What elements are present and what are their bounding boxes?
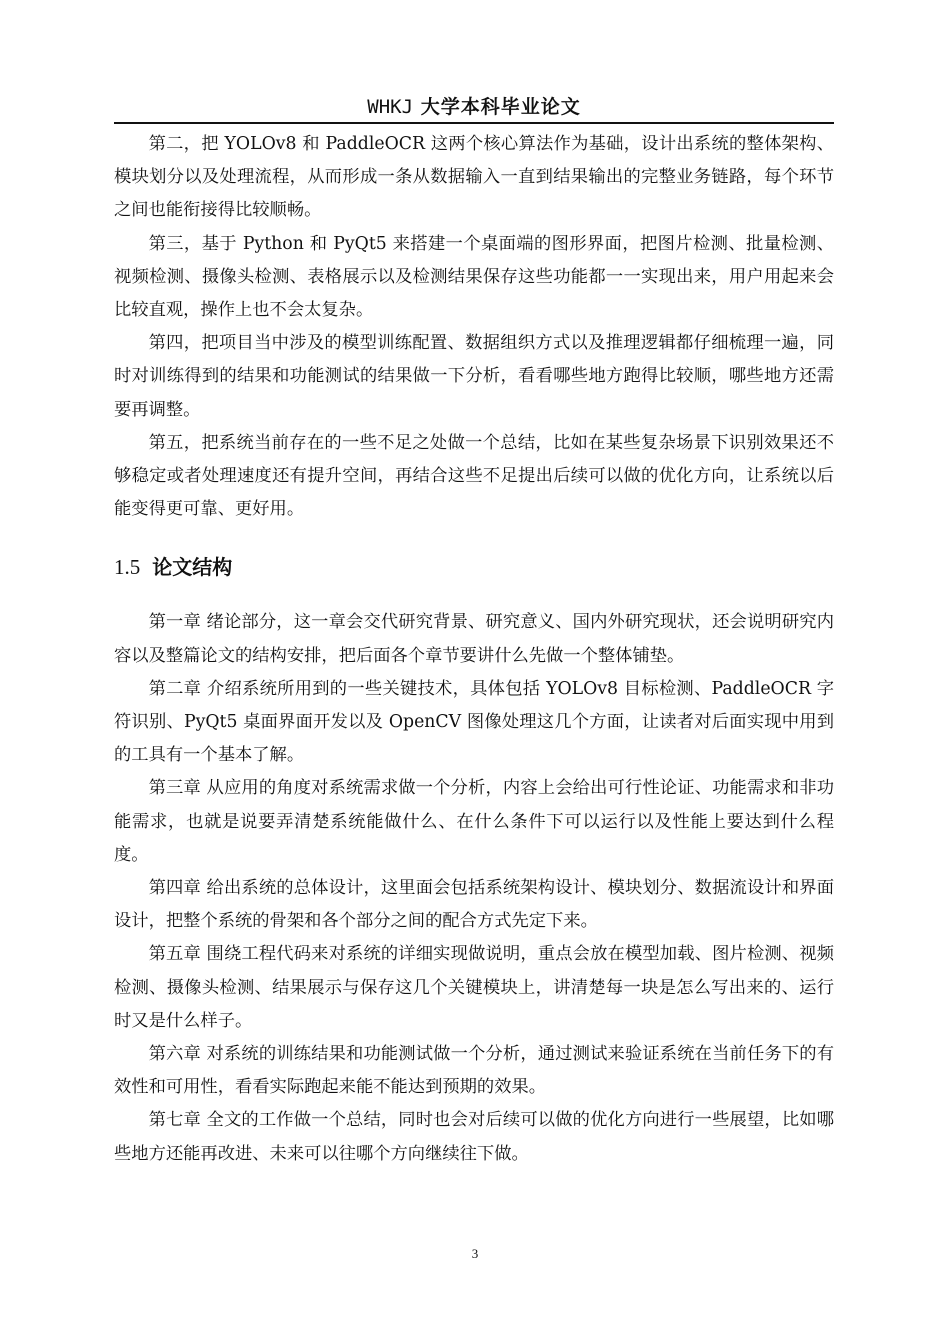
section-title: 论文结构: [152, 555, 233, 580]
paragraph-chapter-6: 第六章 对系统的训练结果和功能测试做一个分析，通过测试来验证系统在当前任务下的有效性和可用性，看看实际跑起来能不能达到预期的效果。: [114, 1044, 834, 1098]
paragraph-chapter-3: 第三章 从应用的角度对系统需求做一个分析，内容上会给出可行性论证、功能需求和非功能需求，也就是说要弄清楚系统能做什么、在什么条件下可以运行以及性能上要达到什么程度。: [114, 778, 834, 865]
header-abbreviation: WHKJ: [367, 96, 414, 118]
body-text: [114, 128, 834, 1171]
paragraph-goal-4: 第四，把项目当中涉及的模型训练配置、数据组织方式以及推理逻辑都仔细梳理一遍，同时对训练得到的结果和功能测试的结果做一下分析，看看哪些地方跑得比较顺，哪些地方还需要再调整。: [114, 333, 834, 420]
paragraph-chapter-7: 第七章 全文的工作做一个总结，同时也会对后续可以做的优化方向进行一些展望，比如哪些地方还能再改进、未来可以往哪个方向继续往下做。: [114, 1110, 834, 1164]
paragraph-chapter-1: 第一章 绪论部分，这一章会交代研究背景、研究意义、国内外研究现状，还会说明研究内容以及整篇论文的结构安排，把后面各个章节要讲什么先做一个整体铺垫。: [114, 612, 834, 666]
paragraph-chapter-5: 第五章 围绕工程代码来对系统的详细实现做说明，重点会放在模型加载、图片检测、视频检测、摄像头检测、结果展示与保存这几个关键模块上，讲清楚每一块是怎么写出来的、运行时又是什么样子。: [114, 944, 834, 1031]
paragraph-chapter-4: 第四章 给出系统的总体设计，这里面会包括系统架构设计、模块划分、数据流设计和界面设计，把整个系统的骨架和各个部分之间的配合方式先定下来。: [114, 878, 834, 932]
header-title: 大学本科毕业论文: [420, 96, 581, 118]
paragraph-goal-5: 第五，把系统当前存在的一些不足之处做一个总结，比如在某些复杂场景下识别效果还不够稳定或者处理速度还有提升空间，再结合这些不足提出后续可以做的优化方向，让系统以后能变得更可靠、更好用。: [114, 432, 834, 520]
paragraph-chapter-2: 第二章 介绍系统所用到的一些关键技术，具体包括 YOLOv8 目标检测、PaddleOCR 字符识别、PyQt5 桌面界面开发以及 OpenCV 图像处理这几个方面，让读者对后面实现中用到的工具有一个基本了解。: [114, 678, 834, 766]
paragraph-goal-2: 第二，把 YOLOv8 和 PaddleOCR 这两个核心算法作为基础，设计出系统的整体架构、模块划分以及处理流程，从而形成一条从数据输入一直到结果输出的完整业务链路，每个环节之间也能衔接得比较顺畅。: [114, 134, 834, 221]
page-number: 3: [471, 1246, 479, 1261]
paragraph-goal-3: 第三，基于 Python 和 PyQt5 来搭建一个桌面端的图形界面，把图片检测、批量检测、视频检测、摄像头检测、表格展示以及检测结果保存这些功能都一一实现出来，用户用起来会比较直观，操作上也不会太复杂。: [114, 233, 834, 321]
section-heading: [114, 550, 834, 584]
running-header: [114, 92, 834, 119]
section-number: 1.5: [114, 555, 141, 580]
header-rule: [114, 122, 834, 124]
